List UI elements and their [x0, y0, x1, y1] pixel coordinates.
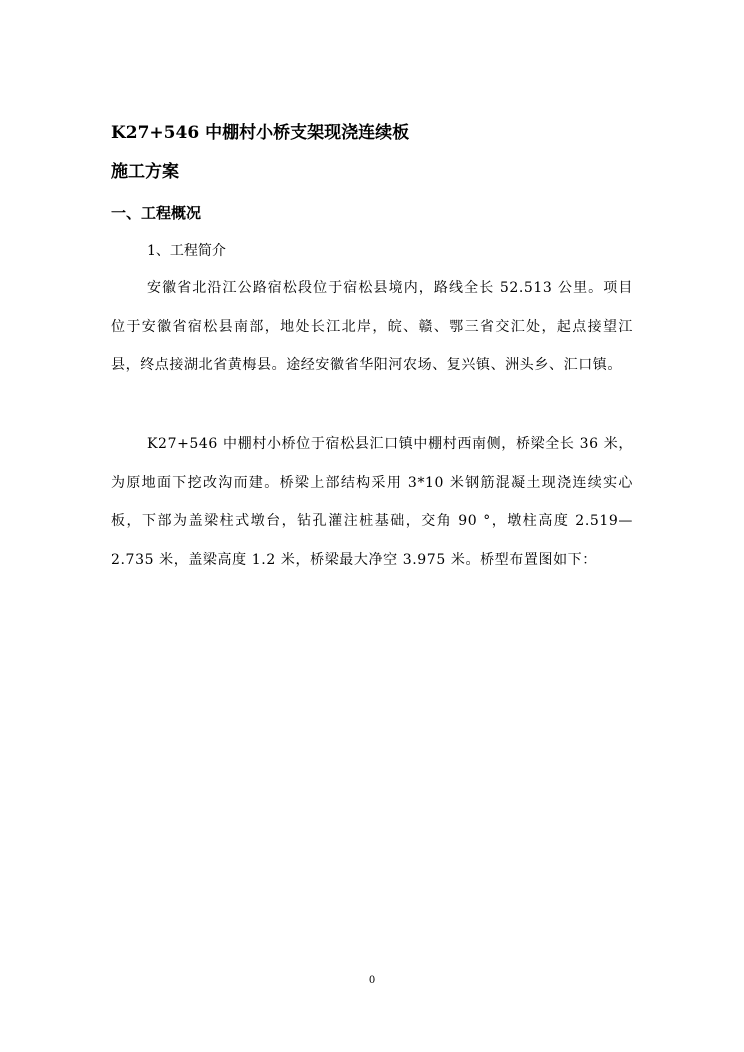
- section-heading-project-overview: 一、工程概况: [111, 204, 202, 222]
- document-title: K27+546 中棚村小桥支架现浇连续板: [111, 123, 410, 143]
- document-subtitle: 施工方案: [111, 162, 179, 182]
- page-number: 0: [368, 975, 376, 986]
- paragraph-bridge-description: K27+546 中棚村小桥位于宿松县汇口镇中棚村西南侧，桥梁全长 36 米，为原地面下挖改沟而建。桥梁上部结构采用 3*10 米钢筋混凝土现浇连续实心板，下部为盖梁柱式墩台，钻孔灌注桩基础，交角 90 °，墩柱高度 2.519—2.735 米，盖梁高度 1.2 米，桥梁最大净空 3.975 米。桥型布置图如下：: [111, 436, 633, 568]
- paragraph-route-description: 安徽省北沿江公路宿松段位于宿松县境内，路线全长 52.513 公里。项目位于安徽省宿松县南部，地处长江北岸，皖、赣、鄂三省交汇处，起点接望江县，终点接湖北省黄梅县。途经安徽省华阳河农场、复兴镇、洲头乡、汇口镇。: [111, 280, 633, 374]
- subsection-heading-project-intro: 1、工程简介: [147, 243, 226, 259]
